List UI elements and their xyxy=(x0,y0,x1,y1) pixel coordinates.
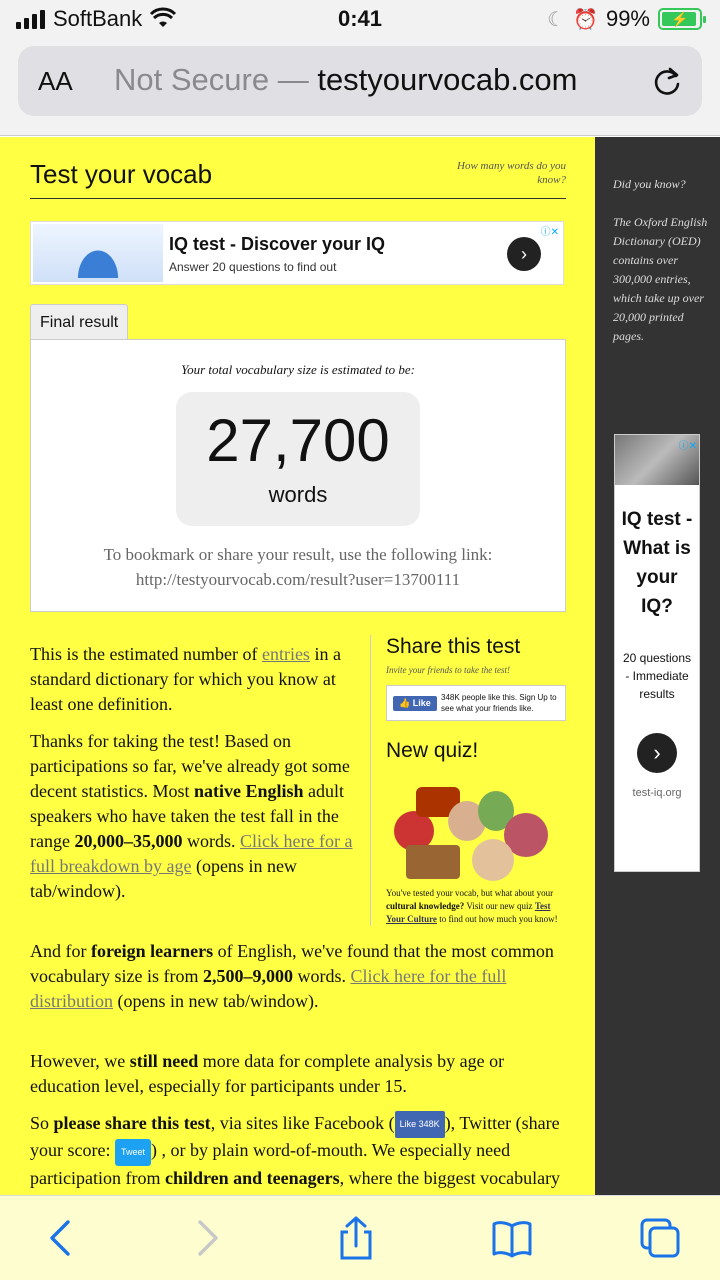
browser-header xyxy=(0,40,720,136)
forward-icon[interactable] xyxy=(186,1216,230,1260)
facebook-like-box[interactable] xyxy=(386,685,566,721)
side-ad[interactable] xyxy=(614,434,700,872)
test-your-culture-link[interactable]: Test Your Culture xyxy=(386,901,551,924)
age-breakdown-link[interactable]: Click here for a full breakdown by age xyxy=(30,831,353,876)
vocab-size-unit: words xyxy=(268,482,328,507)
culture-quiz-image[interactable] xyxy=(386,781,556,881)
carrier-label: SoftBank xyxy=(53,6,143,31)
quiz-description: You've tested your vocab, but what about your cultural knowledge? Visit our new quiz Test Your Culture to find out how much you know! xyxy=(386,888,558,924)
bookmarks-icon[interactable] xyxy=(490,1216,534,1260)
ad-choices-icon[interactable]: ⓘ✕ xyxy=(540,227,559,238)
facebook-like-button[interactable]: 👍 Like xyxy=(393,696,437,711)
status-bar xyxy=(0,0,720,40)
chevron-right-icon[interactable]: › xyxy=(637,733,677,773)
web-page xyxy=(0,137,720,1195)
tweet-button[interactable]: Tweet xyxy=(115,1139,151,1166)
entries-link[interactable]: entries xyxy=(261,644,310,664)
tab-final-result: Final result xyxy=(30,304,128,340)
bookmark-instructions: To bookmark or share your result, use the following link: xyxy=(103,545,493,564)
domain-label: testyourvocab.com xyxy=(317,62,578,97)
paragraph-still-need: However, we still need more data for complete analysis by age or education level, especially for participants under 15. xyxy=(30,1051,505,1096)
banner-ad-title[interactable]: IQ test - Discover your IQ xyxy=(169,234,386,254)
distribution-link[interactable]: Click here for the full distribution xyxy=(30,966,507,1011)
banner-ad[interactable] xyxy=(30,221,564,285)
new-quiz-heading: New quiz! xyxy=(386,739,479,762)
info-column xyxy=(30,642,360,916)
paragraph-entries: This is the estimated number of entries in a standard dictionary for which you know at least one definition. xyxy=(30,644,341,714)
battery-percent: 99% xyxy=(605,6,650,31)
ad-choices-icon[interactable]: ⓘ✕ xyxy=(678,441,697,452)
browser-toolbar xyxy=(0,1195,720,1280)
alarm-icon: ⏰ xyxy=(573,8,598,31)
site-title[interactable]: Test your vocab xyxy=(30,159,213,189)
paragraph-native: Thanks for taking the test! Based on participations so far, we've already got some decent statistics. Most native English adult speakers who have taken the test fall in the range 20,000–35,000 words. Click here for a full breakdown by age (opens in new tab/window). xyxy=(30,731,353,901)
not-secure-label: Not Secure — xyxy=(114,62,309,97)
clock: 0:41 xyxy=(337,6,383,31)
estimate-label: Your total vocabulary size is estimated to be: xyxy=(181,362,415,377)
side-ad-source: test-iq.org xyxy=(632,787,682,799)
share-invite: Invite your friends to take the test! xyxy=(386,665,510,675)
side-ad-content[interactable] xyxy=(621,485,693,870)
chevron-right-icon[interactable]: › xyxy=(507,237,541,271)
share-column xyxy=(370,635,566,926)
result-box xyxy=(176,392,420,526)
reload-icon[interactable] xyxy=(650,64,684,98)
share-heading: Share this test xyxy=(386,635,521,658)
paragraph-foreign: And for foreign learners of English, we've found that the most common vocabulary size is from 2,500–9,000 words. Click here for the full distribution (opens in new tab/window). xyxy=(30,941,554,1011)
site-tagline: How many words do you know? xyxy=(457,160,566,186)
address-bar[interactable] xyxy=(18,46,702,116)
result-panel xyxy=(30,339,566,612)
back-icon[interactable] xyxy=(38,1216,82,1260)
facebook-like-inline-button[interactable]: Like 348K xyxy=(395,1111,445,1138)
result-url[interactable]: http://testyourvocab.com/result?user=13700111 xyxy=(135,570,461,589)
battery-icon: ⚡ xyxy=(658,8,702,30)
paragraph-share: So please share this test, via sites like Facebook ( Like 348K ), Twitter (share your score: Tweet ) , or by plain word-of-mouth. We especially need participation from children and teenagers, where the biggest vocabulary xyxy=(30,1113,561,1188)
ad-chart-image xyxy=(33,224,163,282)
share-icon[interactable] xyxy=(334,1216,378,1260)
url-text[interactable] xyxy=(114,62,578,98)
status-right xyxy=(547,6,702,32)
site-header xyxy=(30,157,566,199)
did-you-know-fact: The Oxford English Dictionary (OED) contains over 300,000 entries, which take up over 20,000 printed pages. xyxy=(613,215,708,343)
moon-icon: ☾ xyxy=(547,8,566,31)
facebook-like-text: 348K people like this. Sign Up to see what your friends like. xyxy=(441,693,557,713)
vocab-size-value: 27,700 xyxy=(206,407,390,474)
tabs-icon[interactable] xyxy=(638,1216,682,1260)
reader-options-button[interactable]: AA xyxy=(38,66,73,96)
side-ad-headline[interactable]: IQ test - What is your IQ? xyxy=(621,509,693,617)
side-ad-sub: 20 questions - Immediate results xyxy=(622,651,692,701)
banner-ad-desc: Answer 20 questions to find out xyxy=(169,260,337,274)
did-you-know-heading: Did you know? xyxy=(613,177,686,191)
